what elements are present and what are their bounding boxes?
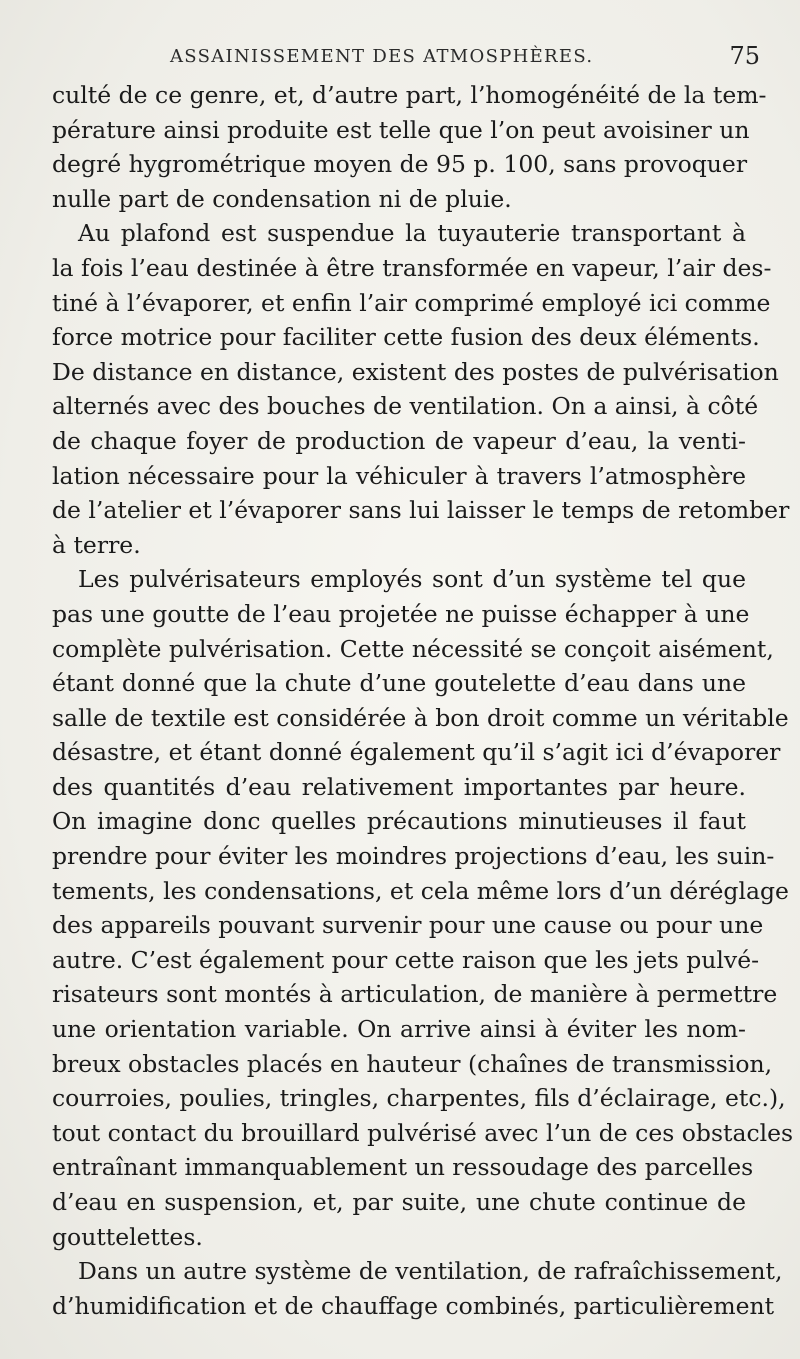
text-line: De distance en distance, existent des postes de pulvérisation: [52, 357, 779, 386]
text-line: d’eau en suspension, et, par suite, une chute continue de: [52, 1188, 746, 1216]
text-line: nulle part de condensation ni de pluie.: [52, 184, 512, 213]
text-line: pérature ainsi produite est telle que l’on peut avoisiner un: [52, 115, 750, 144]
text-line: Dans un autre système de ventilation, de rafraîchissement,: [78, 1257, 783, 1286]
text-line: étant donné que la chute d’une goutelette d’eau dans une: [52, 669, 746, 698]
text-line: autre. C’est également pour cette raison que les jets pulvé-: [52, 945, 760, 974]
text-line: lation nécessaire pour la véhiculer à travers l’atmosphère: [52, 461, 746, 490]
text-line: des appareils pouvant survenir pour une cause ou pour une: [52, 911, 764, 940]
text-line: d’humidification et de chauffage combinés, particulièrement: [52, 1291, 775, 1320]
text-line: de chaque foyer de production de vapeur d’eau, la venti-: [52, 426, 746, 455]
text-line: désastre, et étant donné également qu’il s’agit ici d’évaporer: [52, 738, 781, 767]
text-line: gouttelettes.: [52, 1222, 203, 1251]
text-line: Les pulvérisateurs employés sont d’un système tel que: [78, 565, 746, 594]
paragraph: [52, 78, 767, 216]
text-line: une orientation variable. On arrive ainsi à éviter les nom-: [52, 1015, 746, 1044]
text-line: complète pulvérisation. Cette nécessité se conçoit aisément,: [52, 634, 774, 663]
paragraph: [52, 216, 790, 562]
text-line: degré hygrométrique moyen de 95 p. 100, sans provoquer: [52, 150, 748, 179]
body-text: [52, 78, 794, 1323]
text-line: tout contact du brouillard pulvérisé avec l’un de ces obstacles: [52, 1118, 794, 1147]
text-line: des quantités d’eau relativement importantes par heure.: [52, 772, 746, 801]
paragraph: [52, 562, 794, 1254]
text-line: breux obstacles placés en hauteur (chaînes de transmission,: [52, 1049, 773, 1078]
text-line: entraînant immanquablement un ressoudage des parcelles: [52, 1153, 754, 1182]
text-line: risateurs sont montés à articulation, de manière à permettre: [52, 980, 778, 1009]
text-line: courroies, poulies, tringles, charpentes, fils d’éclairage, etc.),: [52, 1084, 786, 1113]
text-line: la fois l’eau destinée à être transformée en vapeur, l’air des-: [52, 253, 772, 282]
text-line: à terre.: [52, 530, 141, 559]
text-line: Au plafond est suspendue la tuyauterie transportant à: [78, 219, 746, 248]
text-line: tiné à l’évaporer, et enfin l’air comprimé employé ici comme: [52, 288, 771, 317]
text-line: pas une goutte de l’eau projetée ne puisse échapper à une: [52, 599, 750, 628]
running-head: ASSAINISSEMENT DES ATMOSPHÈRES.: [170, 46, 594, 67]
text-line: prendre pour éviter les moindres projections d’eau, les suin-: [52, 842, 775, 871]
text-line: salle de textile est considérée à bon droit comme un véritable: [52, 703, 789, 732]
text-line: On imagine donc quelles précautions minutieuses il faut: [52, 807, 746, 836]
text-line: tements, les condensations, et cela même lors d’un déréglage: [52, 876, 789, 905]
text-line: force motrice pour faciliter cette fusion des deux éléments.: [52, 323, 760, 352]
paragraph: [52, 1254, 783, 1323]
text-line: de l’atelier et l’évaporer sans lui laisser le temps de retomber: [52, 496, 790, 525]
page-header: [170, 38, 760, 74]
page-number: 75: [729, 42, 760, 70]
text-line: culté de ce genre, et, d’autre part, l’homogénéité de la tem-: [52, 81, 767, 109]
text-line: alternés avec des bouches de ventilation. On a ainsi, à côté: [52, 392, 759, 421]
